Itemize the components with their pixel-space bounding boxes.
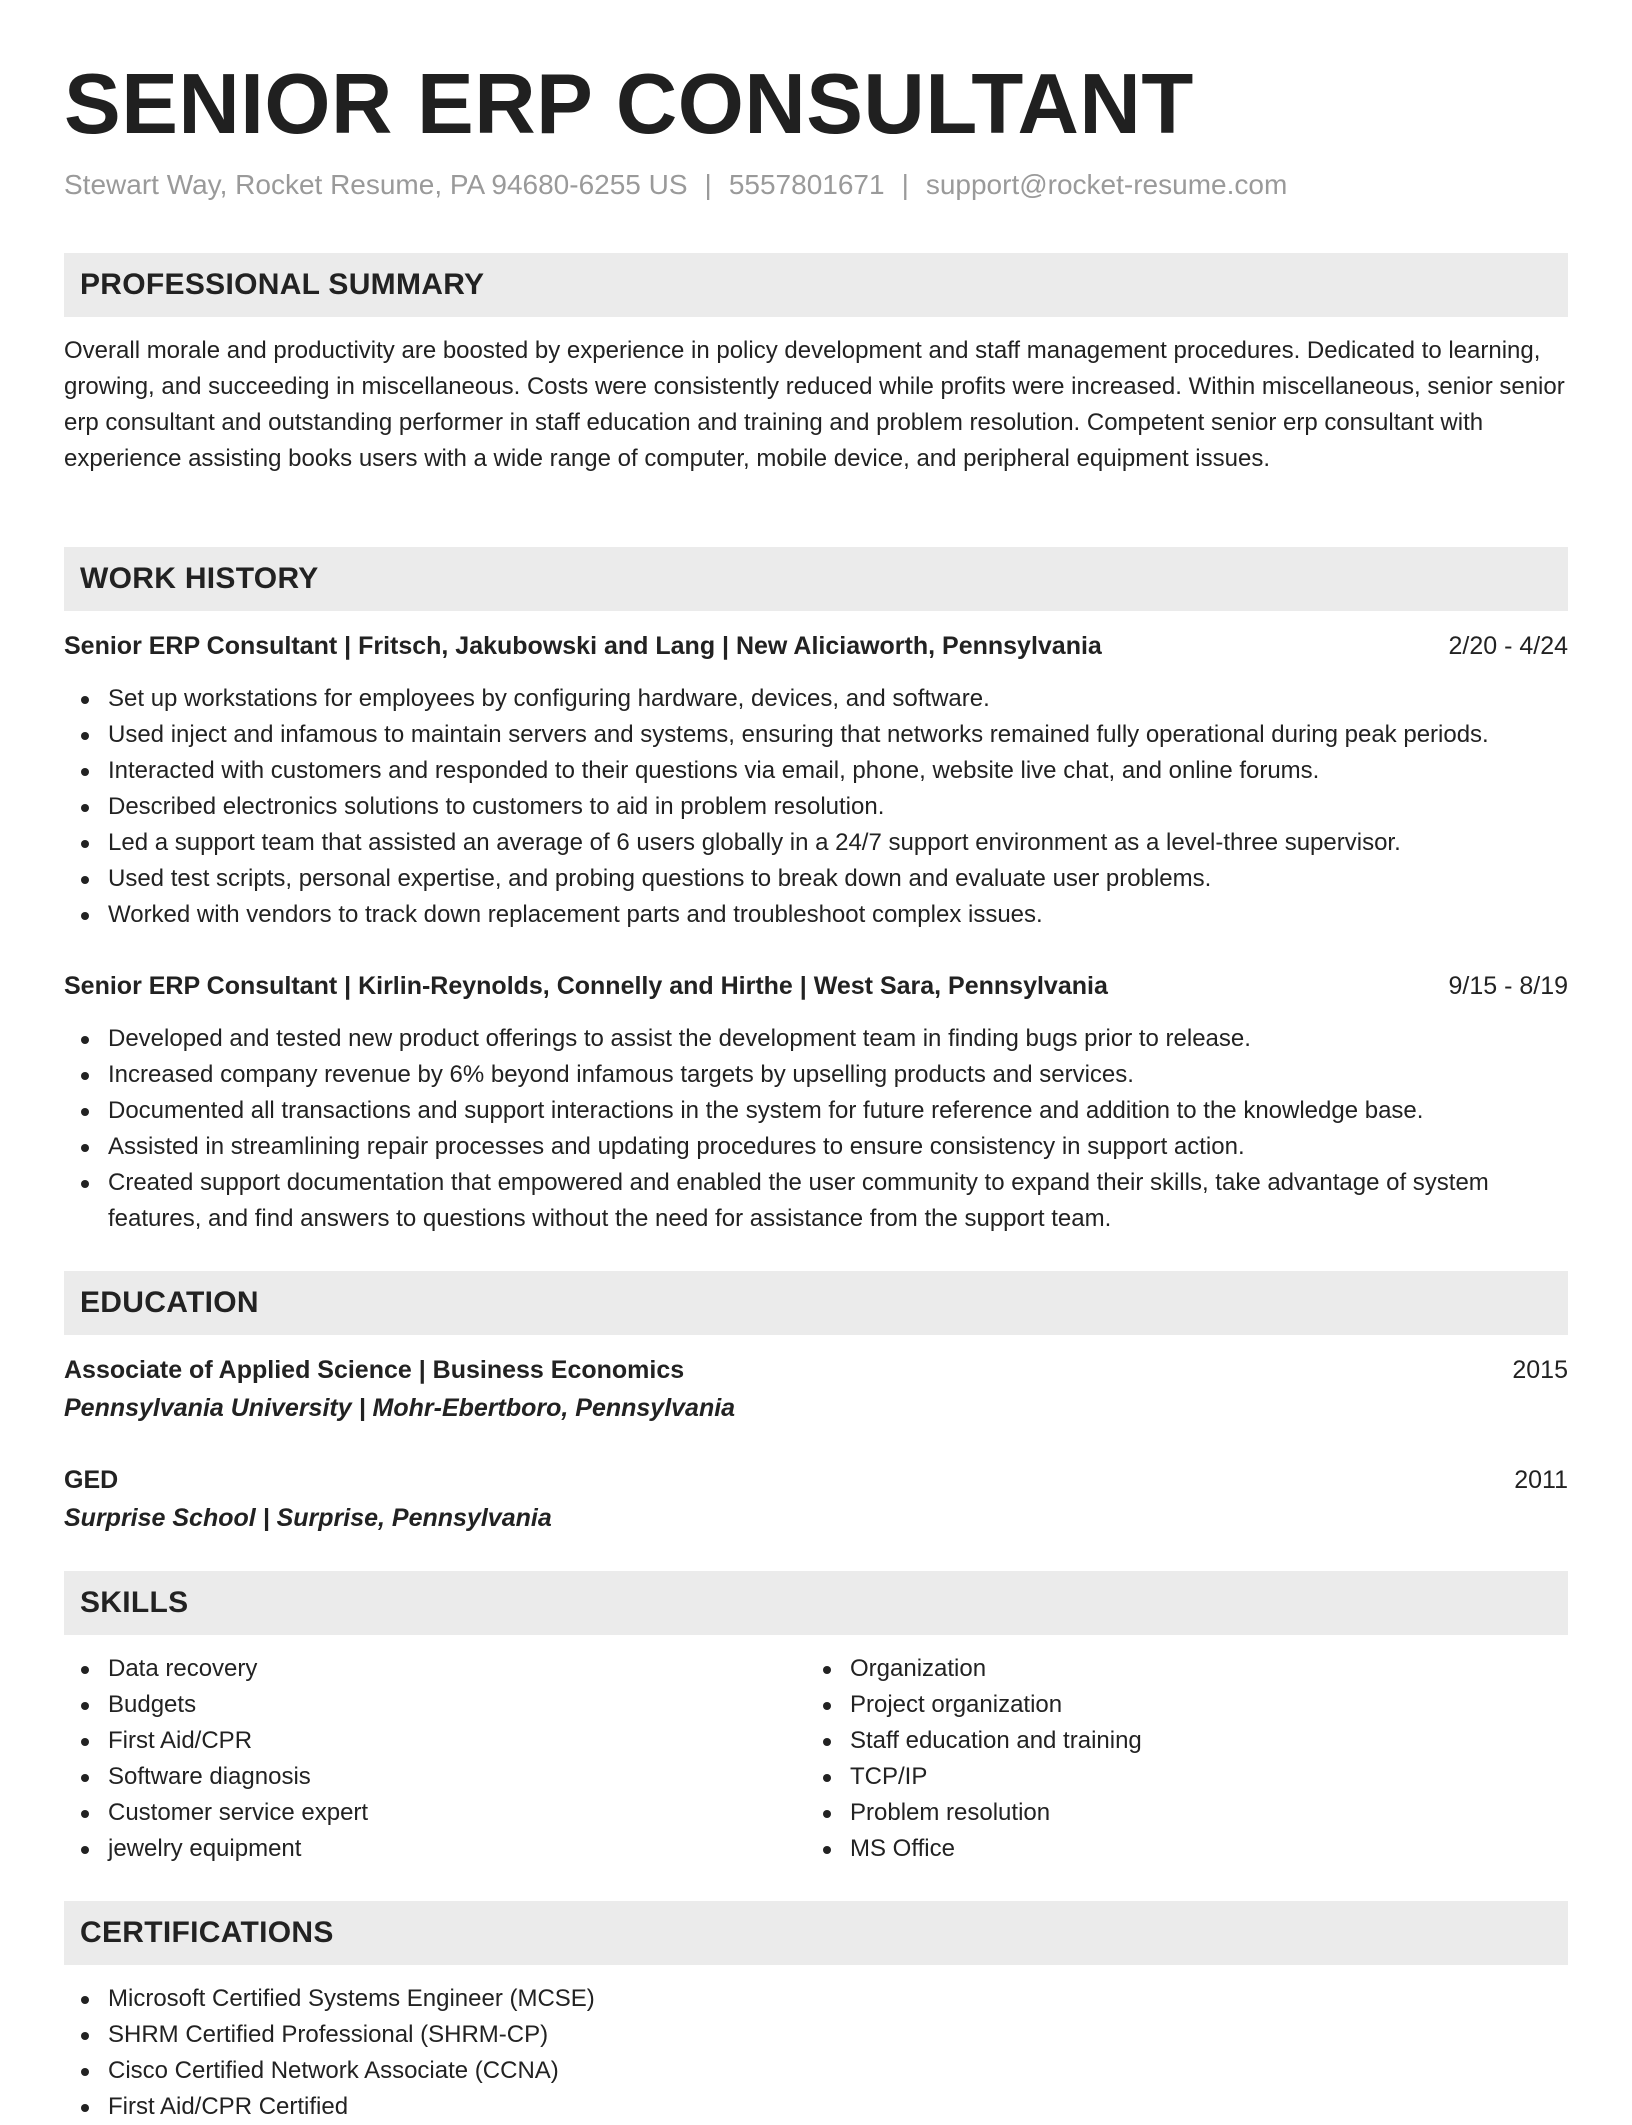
list-item: Microsoft Certified Systems Engineer (MCSE): [64, 1981, 1568, 2017]
list-item: Problem resolution: [806, 1795, 1546, 1831]
list-item: Used inject and infamous to maintain servers and systems, ensuring that networks remained fully operational during peak periods.: [64, 717, 1568, 753]
candidate-name: SENIOR ERP CONSULTANT: [64, 57, 1194, 152]
list-item: Assisted in streamlining repair processes and updating procedures to ensure consistency in support action.: [64, 1129, 1568, 1165]
list-item: Data recovery: [64, 1651, 804, 1687]
degree: Associate of Applied Science | Business Economics: [64, 1356, 685, 1384]
email-link[interactable]: support@rocket-resume.com: [925, 169, 1288, 200]
list-item: Staff education and training: [806, 1723, 1546, 1759]
section-heading-summary: PROFESSIONAL SUMMARY: [64, 253, 1568, 317]
section-heading-work-history: WORK HISTORY: [64, 547, 1568, 611]
list-item: Used test scripts, personal expertise, and probing questions to break down and evaluate user problems.: [64, 861, 1568, 897]
job-title: Senior ERP Consultant | Kirlin-Reynolds, Connelly and Hirthe | West Sara, Pennsylvania: [64, 972, 1108, 1000]
job-header: [64, 628, 1568, 664]
list-item: Led a support team that assisted an average of 6 users globally in a 24/7 support environment as a level-three supervisor.: [64, 825, 1568, 861]
education-header: [64, 1352, 1568, 1388]
job-bullets: [64, 681, 1568, 933]
list-item: Created support documentation that empowered and enabled the user community to expand their skills, take advantage of system features, and find answers to questions without the need for assistance from the support team.: [64, 1165, 1568, 1237]
list-item: Organization: [806, 1651, 1546, 1687]
contact-line: [64, 168, 1287, 202]
list-item: Documented all transactions and support interactions in the system for future reference and addition to the knowledge base.: [64, 1093, 1568, 1129]
job-dates: 9/15 - 8/19: [1448, 972, 1568, 1000]
section-heading-education: EDUCATION: [64, 1271, 1568, 1335]
job-header: [64, 968, 1568, 1004]
list-item: Customer service expert: [64, 1795, 804, 1831]
list-item: Cisco Certified Network Associate (CCNA): [64, 2053, 1568, 2089]
list-item: First Aid/CPR Certified: [64, 2089, 1568, 2125]
skills-list-right: [806, 1651, 1546, 1867]
list-item: Developed and tested new product offerings to assist the development team in finding bugs prior to release.: [64, 1021, 1568, 1057]
skills-list-left: [64, 1651, 804, 1867]
education-header: [64, 1462, 1568, 1498]
separator: |: [901, 169, 909, 200]
list-item: Software diagnosis: [64, 1759, 804, 1795]
school: Pennsylvania University | Mohr-Ebertboro, Pennsylvania: [64, 1394, 736, 1422]
graduation-year: 2011: [1514, 1466, 1568, 1494]
list-item: TCP/IP: [806, 1759, 1546, 1795]
job-title: Senior ERP Consultant | Fritsch, Jakubowski and Lang | New Aliciaworth, Pennsylvania: [64, 632, 1102, 660]
separator: |: [704, 169, 712, 200]
list-item: Worked with vendors to track down replacement parts and troubleshoot complex issues.: [64, 897, 1568, 933]
section-heading-skills: SKILLS: [64, 1571, 1568, 1635]
list-item: Described electronics solutions to customers to aid in problem resolution.: [64, 789, 1568, 825]
certifications-list: [64, 1981, 1568, 2125]
list-item: Budgets: [64, 1687, 804, 1723]
list-item: Set up workstations for employees by configuring hardware, devices, and software.: [64, 681, 1568, 717]
phone: 5557801671: [728, 169, 885, 200]
list-item: First Aid/CPR: [64, 1723, 804, 1759]
school: Surprise School | Surprise, Pennsylvania: [64, 1504, 552, 1532]
job-bullets: [64, 1021, 1568, 1237]
section-heading-certifications: CERTIFICATIONS: [64, 1901, 1568, 1965]
graduation-year: 2015: [1512, 1356, 1568, 1384]
list-item: MS Office: [806, 1831, 1546, 1867]
summary-text: Overall morale and productivity are boosted by experience in policy development and staff management procedures. Dedicated to learning, growing, and succeeding in miscellaneous. Costs were consistently reduced while profits were increased. Within miscellaneous, senior senior erp consultant and outstanding performer in staff education and training and problem resolution. Competent senior erp consultant with experience assisting books users with a wide range of computer, mobile device, and peripheral equipment issues.: [64, 337, 1565, 472]
list-item: Interacted with customers and responded to their questions via email, phone, website live chat, and online forums.: [64, 753, 1568, 789]
list-item: Project organization: [806, 1687, 1546, 1723]
list-item: jewelry equipment: [64, 1831, 804, 1867]
list-item: Increased company revenue by 6% beyond infamous targets by upselling products and services.: [64, 1057, 1568, 1093]
list-item: SHRM Certified Professional (SHRM-CP): [64, 2017, 1568, 2053]
job-dates: 2/20 - 4/24: [1448, 632, 1568, 660]
degree: GED: [64, 1466, 119, 1494]
address: Stewart Way, Rocket Resume, PA 94680-6255 US: [64, 169, 688, 200]
